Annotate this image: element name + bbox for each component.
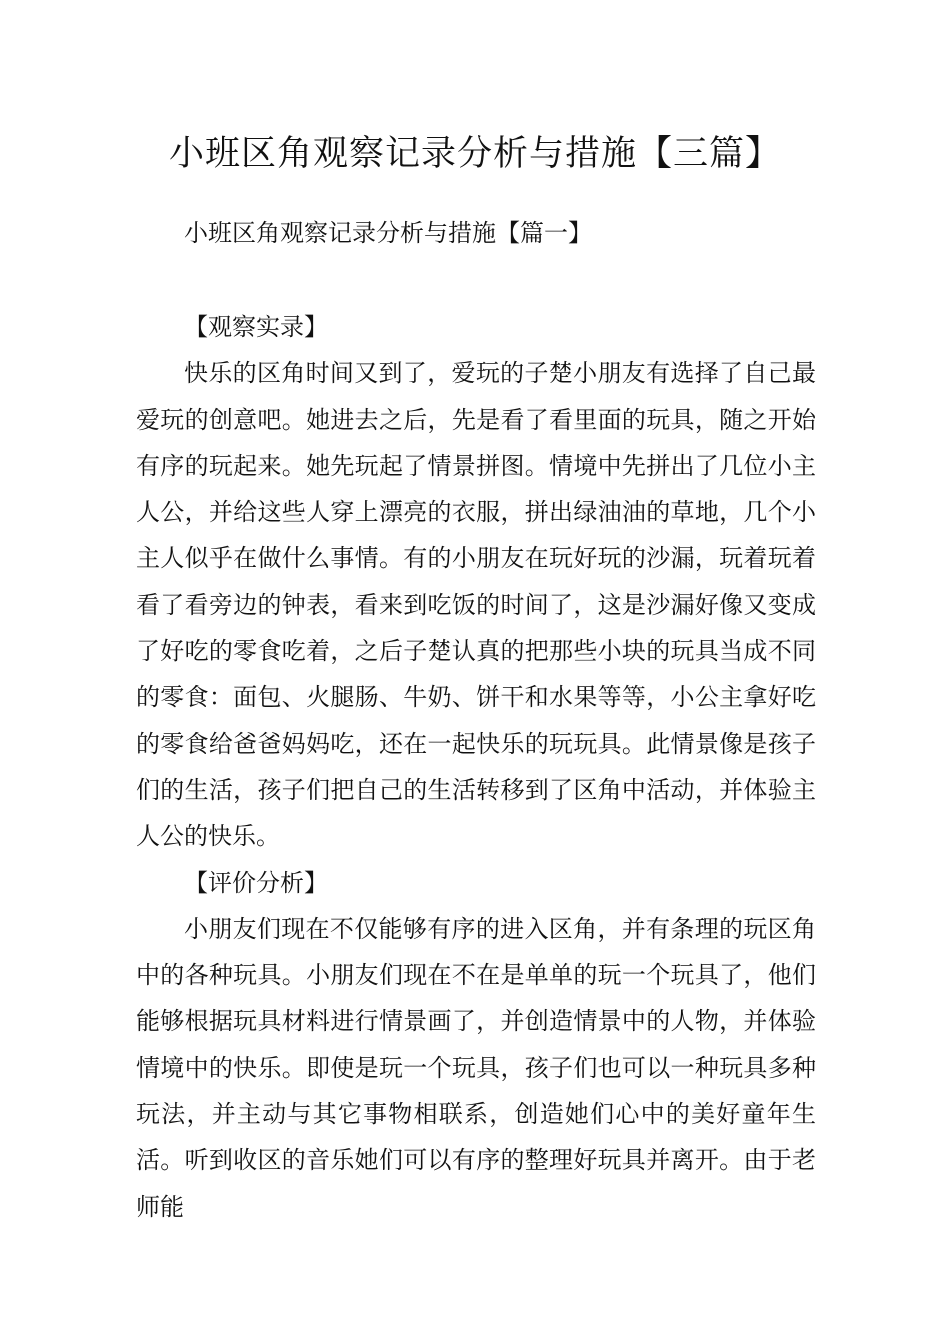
document-subtitle: 小班区角观察记录分析与措施【篇一】: [184, 219, 592, 247]
section-heading-analysis: 【评价分析】: [184, 868, 328, 897]
section-paragraph-analysis: 小朋友们现在不仅能够有序的进入区角，并有条理的玩区角中的各种玩具。小朋友们现在不在是单单的玩一个玩具了，他们能够根据玩具材料进行情景画了，并创造情景中的人物，并体验情境中的快乐。即使是玩一个玩具，孩子们也可以一种玩具多种玩法，并主动与其它事物相联系，创造她们心中的美好童年生活。听到收区的音乐她们可以有序的整理好玩具并离开。由于老师能: [136, 914, 816, 1221]
section-heading-observation: 【观察实录】: [184, 313, 328, 341]
section-paragraph-observation: 快乐的区角时间又到了，爱玩的子楚小朋友有选择了自己最爱玩的创意吧。她进去之后，先是看了看里面的玩具，随之开始有序的玩起来。她先玩起了情景拼图。情境中先拼出了几位小主人公，并给这些人穿上漂亮的衣服，拼出绿油油的草地，几个小主人似乎在做什么事情。有的小朋友在玩好玩的沙漏，玩着玩着看了看旁边的钟表，看来到吃饭的时间了，这是沙漏好像又变成了好吃的零食吃着，之后子楚认真的把那些小块的玩具当成不同的零食：面包、火腿肠、牛奶、饼干和水果等等，小公主拿好吃的零食给爸爸妈妈吃，还在一起快乐的玩玩具。此情景像是孩子们的生活，孩子们把自己的生活转移到了区角中活动，并体验主人公的快乐。: [136, 359, 816, 851]
document-body: [136, 304, 816, 1230]
document-title: 小班区角观察记录分析与措施【三篇】: [168, 134, 781, 174]
